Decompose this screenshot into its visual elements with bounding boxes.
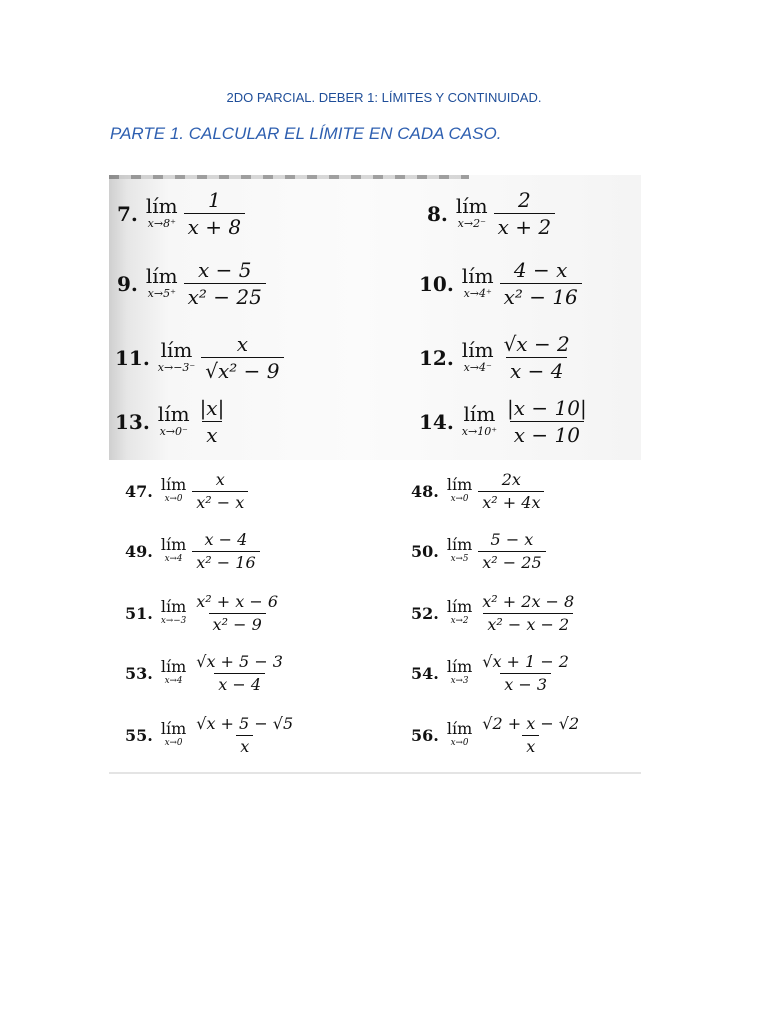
fraction (503, 397, 591, 446)
limit-operator (462, 404, 497, 438)
limit-word: lím (461, 264, 494, 289)
problem-number: 47. (125, 481, 153, 501)
fraction-numerator: |x − 10| (507, 396, 587, 420)
fraction-denominator: x² − 9 (209, 613, 266, 634)
limit-problem (419, 259, 582, 308)
limit-approach: x→4⁻ (463, 361, 492, 375)
fraction-denominator: x − 4 (506, 357, 567, 382)
limit-approach: x→2 (450, 616, 469, 627)
limit-approach: x→0 (164, 494, 183, 505)
limit-word: lím (160, 597, 187, 617)
fraction-numerator: x − 5 (198, 258, 252, 282)
limit-operator (447, 537, 472, 565)
limit-approach: x→4 (164, 676, 183, 687)
limit-operator (447, 659, 472, 687)
limit-problem (117, 259, 266, 308)
fraction (192, 593, 282, 633)
fraction-numerator: √2 + x − √2 (482, 714, 580, 733)
limit-approach: x→−3⁻ (157, 361, 196, 375)
limit-word: lím (446, 657, 473, 677)
fraction-denominator: x² − 25 (478, 551, 545, 572)
limit-word: lím (446, 475, 473, 495)
limit-operator (146, 196, 178, 230)
fraction-denominator: x − 10 (510, 421, 584, 446)
limit-word: lím (157, 402, 190, 427)
problem-number: 52. (411, 603, 439, 623)
limit-word: lím (463, 402, 496, 427)
fraction (184, 259, 266, 308)
limit-problem (125, 653, 287, 693)
fraction-numerator: √x + 5 − √5 (196, 714, 294, 733)
fraction-numerator: 5 − x (490, 530, 534, 549)
limit-operator (447, 599, 472, 627)
fraction (192, 715, 297, 755)
fraction-denominator: x − 4 (214, 673, 265, 694)
fraction-numerator: √x + 5 − 3 (196, 652, 283, 671)
fraction (478, 471, 544, 511)
fraction-denominator: x (236, 735, 253, 756)
limit-problem (411, 471, 544, 511)
limit-problem (411, 653, 573, 693)
fraction (478, 531, 545, 571)
fraction-numerator: x² + x − 6 (196, 592, 279, 611)
fraction-denominator: x (522, 735, 539, 756)
limit-operator (146, 266, 178, 300)
problem-number: 55. (125, 725, 153, 745)
limit-approach: x→3 (450, 676, 469, 687)
limit-problem (125, 715, 297, 755)
problem-number: 8. (427, 201, 448, 226)
limit-approach: x→0 (450, 494, 469, 505)
fraction-denominator: x − 3 (500, 673, 551, 694)
limit-problem (419, 333, 574, 382)
limit-approach: x→5⁺ (147, 287, 176, 301)
fraction (192, 653, 287, 693)
fraction-numerator: x (236, 332, 249, 356)
fraction-denominator: x² − x (192, 491, 248, 512)
limit-approach: x→4⁺ (463, 287, 492, 301)
limit-problem (411, 715, 583, 755)
document-header: 2DO PARCIAL. DEBER 1: LÍMITES Y CONTINUIDAD. (226, 90, 542, 105)
fraction (478, 715, 583, 755)
problem-number: 10. (419, 271, 454, 296)
limit-approach: x→8⁺ (147, 217, 176, 231)
limit-operator (161, 537, 186, 565)
fraction-numerator: 2 (518, 188, 531, 212)
limit-problem (125, 593, 282, 633)
part-title: PARTE 1. CALCULAR EL LÍMITE EN CADA CASO. (110, 124, 502, 143)
fraction-denominator: x² − 25 (184, 283, 266, 308)
limit-problem (125, 471, 248, 511)
fraction-denominator: x + 2 (494, 213, 555, 238)
fraction (201, 333, 283, 382)
problem-number: 48. (411, 481, 439, 501)
fraction-denominator: x² − 16 (500, 283, 582, 308)
fraction (494, 189, 555, 238)
limit-word: lím (455, 194, 488, 219)
fraction (478, 653, 573, 693)
limit-operator (158, 404, 190, 438)
fraction-denominator: x (202, 421, 221, 446)
limit-word: lím (160, 719, 187, 739)
limit-word: lím (145, 264, 178, 289)
fraction (184, 189, 245, 238)
fraction (478, 593, 578, 633)
limit-problem (125, 531, 260, 571)
fraction-denominator: x + 8 (184, 213, 245, 238)
limit-approach: x→−3 (160, 616, 187, 627)
limit-approach: x→10⁺ (461, 425, 498, 439)
problem-number: 49. (125, 541, 153, 561)
problem-number: 9. (117, 271, 138, 296)
scan-bottom-edge (109, 772, 641, 774)
limit-approach: x→2⁻ (457, 217, 486, 231)
limit-operator (462, 266, 494, 300)
fraction (500, 259, 582, 308)
limit-problem (117, 189, 245, 238)
problem-number: 56. (411, 725, 439, 745)
limit-problem (411, 593, 578, 633)
limit-word: lím (446, 719, 473, 739)
limit-approach: x→5 (450, 554, 469, 565)
fraction-numerator: x − 4 (204, 530, 248, 549)
fraction-numerator: x² + 2x − 8 (482, 592, 575, 611)
limit-approach: x→0⁻ (159, 425, 188, 439)
limit-word: lím (160, 535, 187, 555)
fraction-numerator: 1 (208, 188, 221, 212)
fraction (196, 397, 229, 446)
fraction-denominator: x² − 16 (192, 551, 259, 572)
limit-problem (115, 397, 228, 446)
limit-word: lím (160, 338, 193, 363)
limit-problem (427, 189, 555, 238)
problem-number: 12. (419, 345, 454, 370)
fraction-numerator: √x − 2 (503, 332, 570, 356)
problem-number: 7. (117, 201, 138, 226)
scan-top-edge (109, 175, 469, 179)
limit-problem (411, 531, 546, 571)
fraction-denominator: √x² − 9 (201, 357, 283, 382)
limit-operator (161, 659, 186, 687)
limit-problem (419, 397, 591, 446)
fraction-numerator: 2x (501, 470, 521, 489)
limit-operator (456, 196, 488, 230)
limit-operator (462, 340, 494, 374)
limit-word: lím (160, 657, 187, 677)
limit-operator (447, 721, 472, 749)
limit-operator (447, 477, 472, 505)
problem-number: 51. (125, 603, 153, 623)
fraction-numerator: 4 − x (513, 258, 568, 282)
limit-approach: x→0 (164, 738, 183, 749)
limit-operator (158, 340, 195, 374)
fraction (192, 531, 259, 571)
limit-problem (115, 333, 284, 382)
fraction-denominator: x² − x − 2 (483, 613, 573, 634)
problem-number: 54. (411, 663, 439, 683)
limit-approach: x→4 (164, 554, 183, 565)
limit-word: lím (461, 338, 494, 363)
fraction-numerator: |x| (199, 396, 225, 420)
fraction (192, 471, 248, 511)
scanned-exercise-image (109, 175, 641, 775)
fraction-denominator: x² + 4x (478, 491, 544, 512)
limit-operator (161, 599, 186, 627)
fraction (500, 333, 574, 382)
limit-word: lím (446, 597, 473, 617)
problem-number: 11. (115, 345, 150, 370)
limit-word: lím (446, 535, 473, 555)
problem-number: 13. (115, 409, 150, 434)
problem-number: 53. (125, 663, 153, 683)
limit-word: lím (145, 194, 178, 219)
limit-word: lím (160, 475, 187, 495)
fraction-numerator: x (215, 470, 225, 489)
limit-operator (161, 477, 186, 505)
limit-approach: x→0 (450, 738, 469, 749)
problem-number: 14. (419, 409, 454, 434)
problem-number: 50. (411, 541, 439, 561)
fraction-numerator: √x + 1 − 2 (482, 652, 569, 671)
limit-operator (161, 721, 186, 749)
